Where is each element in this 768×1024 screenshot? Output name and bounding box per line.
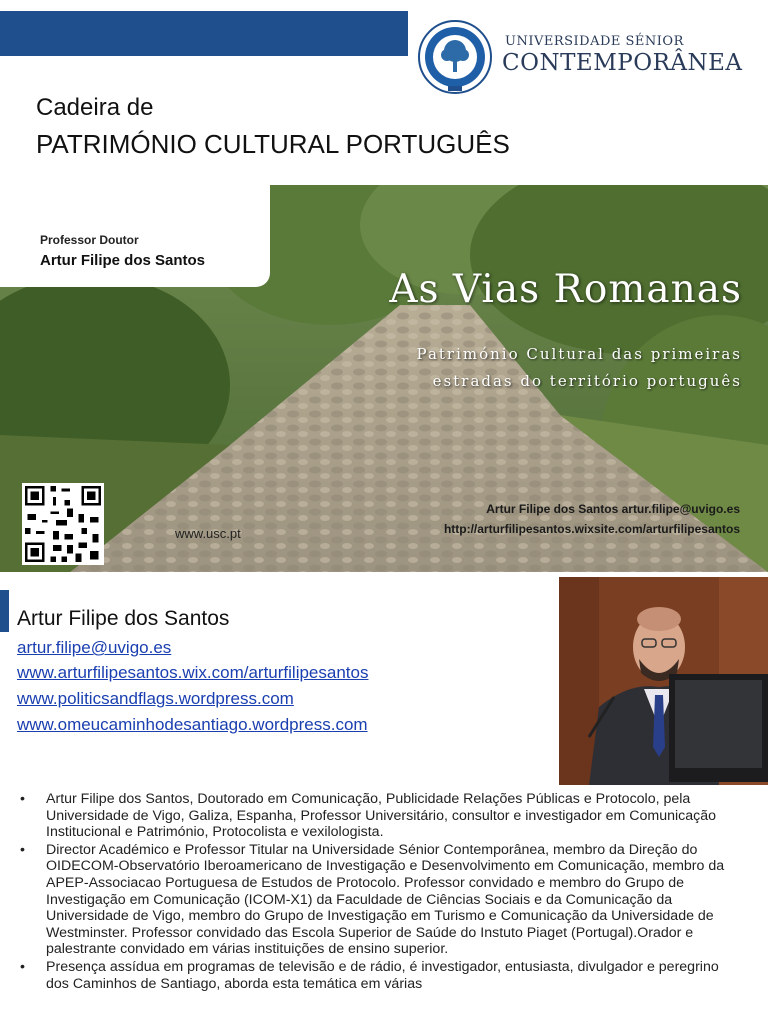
university-name-line1: UNIVERSIDADE SÉNIOR xyxy=(505,34,684,49)
bio-text: Artur Filipe dos Santos, Doutorado em Comunicação, Publicidade Relações Públicas e Protocolo, pela Universidade de Vigo, Galiza, Espanha, Professor Universitário, consultor e investigador em Comunicação Institucional e Património, Protocolista e vexilologista. xyxy=(46,791,717,841)
author-wix-link[interactable]: www.arturfilipesantos.wix.com/arturfilipesantos xyxy=(17,663,369,682)
bullet-icon: • xyxy=(20,791,25,807)
bio-text: Presença assídua em programas de televisão e de rádio, é investigador, entusiasta, divulgador e peregrino dos Caminhos de Santiago, aborda esta temática em várias xyxy=(46,958,719,992)
course-label: Cadeira de xyxy=(36,94,154,121)
banner-contact-email: Artur Filipe dos Santos artur.filipe@uvigo.es xyxy=(486,502,740,516)
author-politicsandflags-link[interactable]: www.politicsandflags.wordpress.com xyxy=(17,689,294,708)
banner-image xyxy=(0,185,768,572)
bullet-icon: • xyxy=(20,841,25,858)
qr-code-icon xyxy=(22,483,104,565)
author-photo xyxy=(559,577,768,785)
author-accent-bar xyxy=(0,590,9,632)
bio-item xyxy=(20,959,745,992)
bio-item xyxy=(20,791,745,841)
lecture-subtitle-line2: estradas do território português xyxy=(432,372,742,390)
banner-contact-url[interactable]: http://arturfilipesantos.wixsite.com/arturfilipesantos xyxy=(443,522,740,536)
professor-label: Professor Doutor xyxy=(40,233,139,247)
lecture-title: As Vias Romanas xyxy=(389,267,742,312)
professor-name: Artur Filipe dos Santos xyxy=(40,252,206,269)
author-caminho-link[interactable]: www.omeucaminhodesantiago.wordpress.com xyxy=(17,715,368,734)
author-name: Artur Filipe dos Santos xyxy=(17,607,230,630)
course-name: PATRIMÓNIO CULTURAL PORTUGUÊS xyxy=(36,129,510,159)
professor-info-box xyxy=(0,185,270,287)
header-accent-bar xyxy=(0,11,408,56)
banner-website[interactable]: www.usc.pt xyxy=(175,526,241,541)
bullet-icon: • xyxy=(20,958,25,975)
author-bio xyxy=(20,791,745,993)
university-name-line2: CONTEMPORÂNEA xyxy=(502,50,743,76)
university-seal-logo xyxy=(418,20,492,94)
bio-item xyxy=(20,842,745,958)
bio-text: Director Académico e Professor Titular na Universidade Sénior Contemporânea, membro da Direção do OIDECOM-Observatório Iberoamericano de Investigação e Desenvolvimento em Comunicação, membro da APEP-Associacao Portuguesa de Estudos de Protocolo. Professor convidado e membro do Grupo de Investigação em Comunicação (ICOM-X1) da Faculdade de Ciências Sociais e da Comunicação da Universidade de Vigo, membro do Grupo de Investigação em Turismo e Comunicação da Universidade de Westminster. Professor convidado das Escola Superior de Saúde do Instuto Piaget (Portugal).Orador e palestrante convidado em várias instituições de ensino superior. xyxy=(46,841,725,958)
lecture-subtitle-line1: Património Cultural das primeiras xyxy=(416,345,742,363)
author-email-link[interactable]: artur.filipe@uvigo.es xyxy=(17,638,172,657)
